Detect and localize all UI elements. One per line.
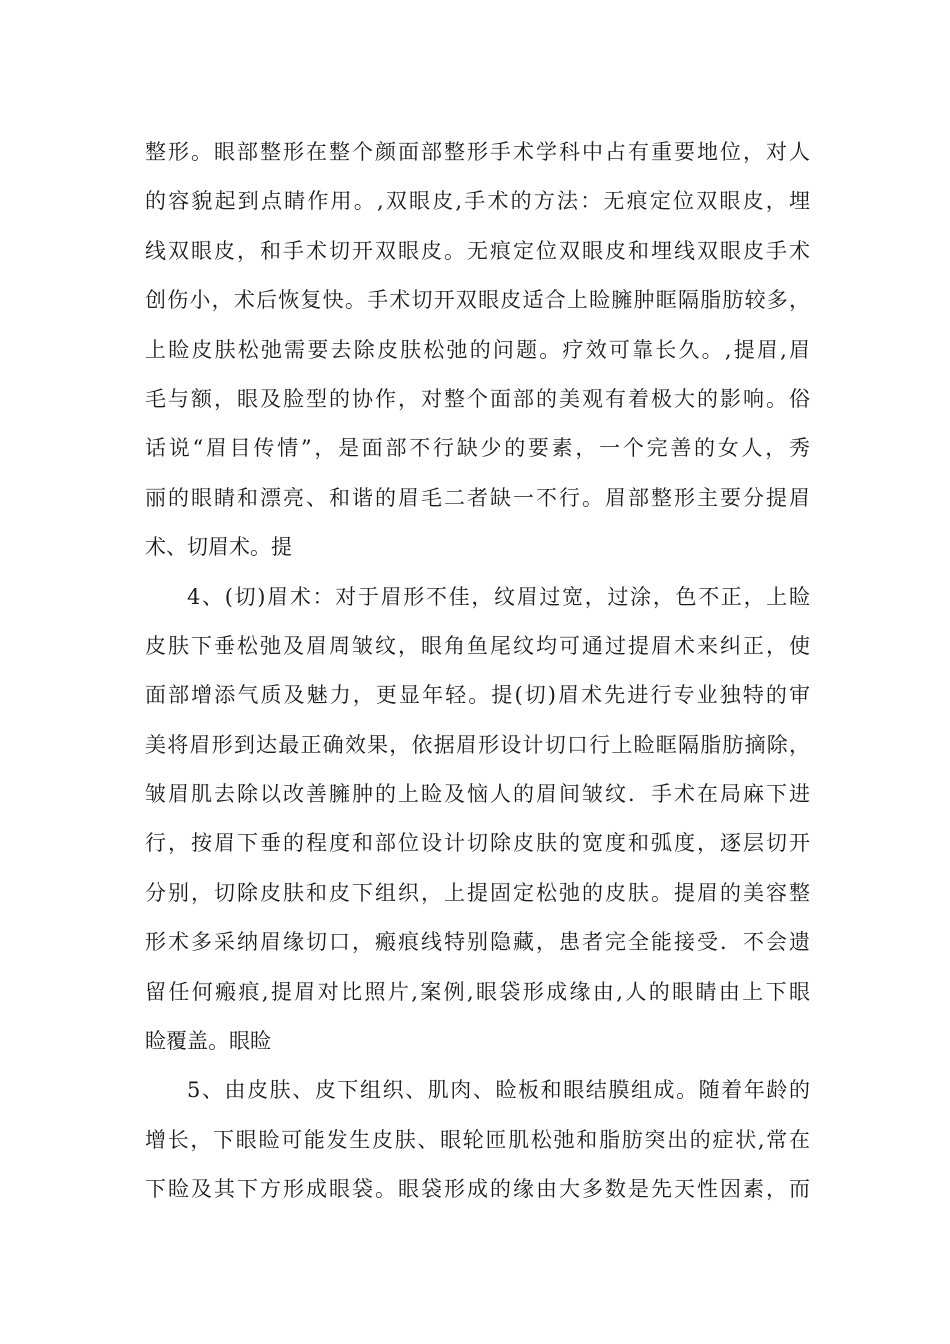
text-line-3: 线双眼皮，和手术切开双眼皮。无痕定位双眼皮和埋线双眼皮手术 xyxy=(145,238,810,263)
text-line-13: 美将眉形到达最正确效果，依据眉形设计切口行上睑眶隔脂肪摘除， xyxy=(145,732,810,757)
text-line-15: 行，按眉下垂的程度和部位设计切除皮肤的宽度和弧度，逐层切开 xyxy=(145,831,810,856)
text-line-11: 皮肤下垂松弛及眉周皱纹，眼角鱼尾纹均可通过提眉术来纠正，使 xyxy=(145,633,810,658)
text-line-14: 皱眉肌去除以改善臃肿的上睑及恼人的眉间皱纹．手术在局麻下进 xyxy=(145,782,810,807)
text-line-22: 下睑及其下方形成眼袋。眼袋形成的缘由大多数是先天性因素，而 xyxy=(145,1177,810,1202)
text-line-6: 毛与额，眼及脸型的协作，对整个面部的美观有着极大的影响。俗 xyxy=(145,386,810,411)
text-line-16: 分别，切除皮肤和皮下组织，上提固定松弛的皮肤。提眉的美容整 xyxy=(145,880,810,905)
text-line-18: 留任何瘢痕,提眉对比照片,案例,眼袋形成缘由,人的眼睛由上下眼 xyxy=(145,979,810,1004)
paragraph-5-start: 5、由皮肤、皮下组织、肌肉、睑板和眼结膜组成。随着年龄的 xyxy=(187,1078,810,1103)
text-line-4: 创伤小，术后恢复快。手术切开双眼皮适合上睑臃肿眶隔脂肪较多， xyxy=(145,288,810,313)
text-line-21: 增长，下眼睑可能发生皮肤、眼轮匝肌松弛和脂肪突出的症状,常在 xyxy=(145,1127,810,1152)
text-line-19: 睑覆盖。眼睑 xyxy=(145,1029,271,1054)
text-line-7: 话说“眉目传情”，是面部不行缺少的要素，一个完善的女人，秀 xyxy=(145,436,810,461)
body-text xyxy=(145,128,810,1215)
text-line-17: 形术多采纳眉缘切口，瘢痕线特别隐藏，患者完全能接受．不会遗 xyxy=(145,930,810,955)
text-line-2: 的容貌起到点睛作用。,双眼皮,手术的方法：无痕定位双眼皮，埋 xyxy=(145,189,810,214)
paragraph-4-start: 4、(切)眉术：对于眉形不佳，纹眉过宽，过涂，色不正，上睑 xyxy=(187,584,810,609)
text-line-1: 整形。眼部整形在整个颜面部整形手术学科中占有重要地位，对人 xyxy=(145,140,810,164)
text-line-12: 面部增添气质及魅力，更显年轻。提(切)眉术先进行专业独特的审 xyxy=(145,683,810,708)
text-line-9: 术、切眉术。提 xyxy=(145,535,292,560)
text-line-5: 上睑皮肤松弛需要去除皮肤松弛的问题。疗效可靠长久。,提眉,眉 xyxy=(145,337,810,362)
text-line-8: 丽的眼睛和漂亮、和谐的眉毛二者缺一不行。眉部整形主要分提眉 xyxy=(145,485,810,510)
